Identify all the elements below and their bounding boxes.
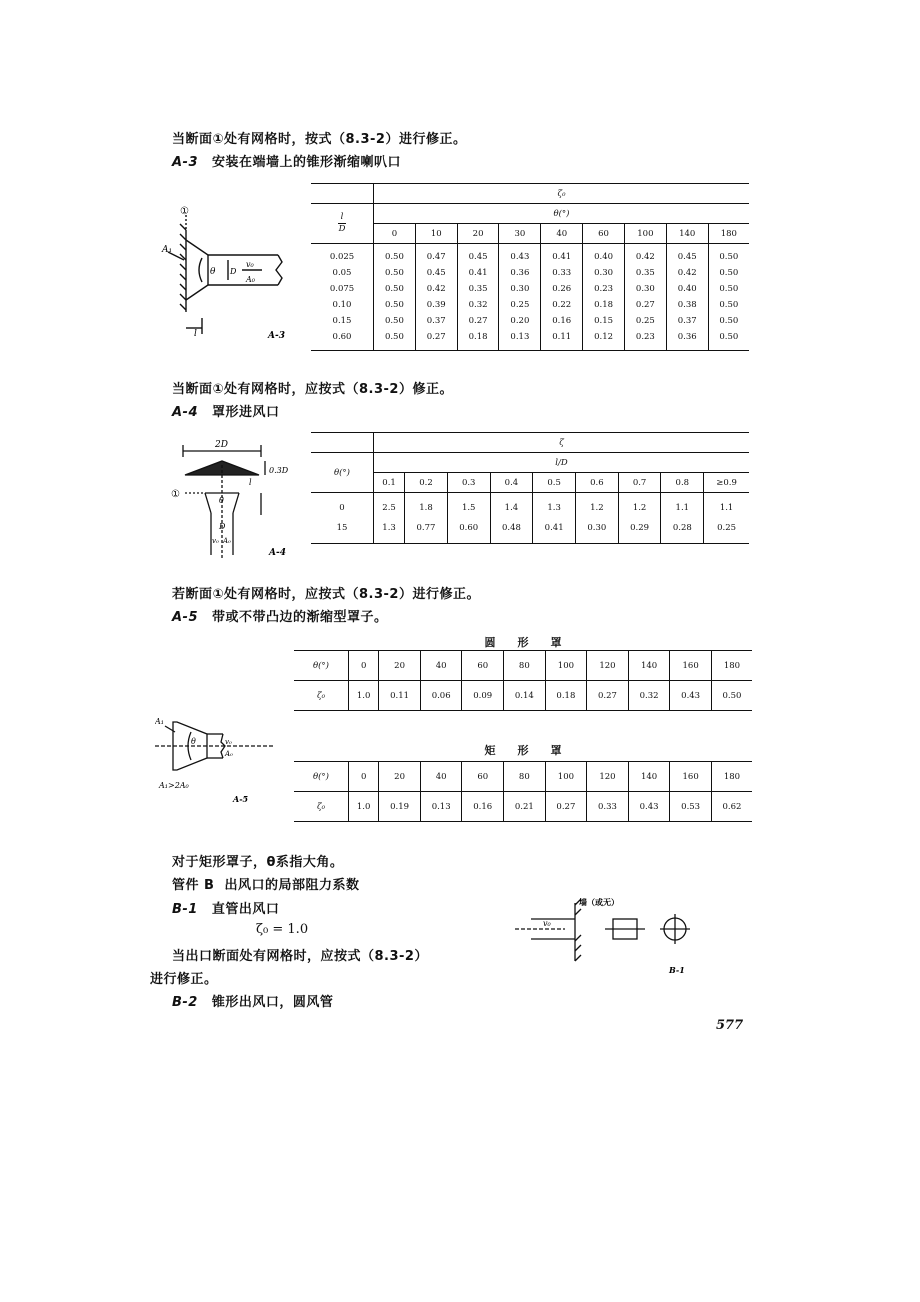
a4-value: 0.29 xyxy=(630,523,650,533)
a5-rect-theta-cell: 20 xyxy=(379,762,421,792)
a3-value-column xyxy=(457,244,499,351)
a5-rect-zeta-label: ζ₀ xyxy=(294,792,349,822)
a3-value: 0.18 xyxy=(594,300,614,310)
a5-rect-zeta-cell: 0.16 xyxy=(462,792,504,822)
a3-value: 0.43 xyxy=(510,252,530,262)
a4-value-column xyxy=(618,493,661,544)
a4-value: 1.3 xyxy=(382,523,396,533)
page-number: 577 xyxy=(716,1018,744,1033)
a4-theta-label: θ xyxy=(219,496,224,505)
a3-value: 0.40 xyxy=(594,252,614,262)
a3-value: 0.25 xyxy=(510,300,530,310)
a3-value: 0.50 xyxy=(384,332,404,342)
a4-figure-label: A-4 xyxy=(269,548,286,558)
a3-value: 0.37 xyxy=(426,316,446,326)
a5-rect-theta-cell: 100 xyxy=(545,762,587,792)
a3-value: 0.27 xyxy=(635,300,655,310)
title-a3: 安装在端墙上的锥形渐缩喇叭口 xyxy=(212,155,402,170)
a3-value: 0.50 xyxy=(719,252,739,262)
a5-round-theta-cell: 120 xyxy=(587,651,629,681)
a3-value-column xyxy=(415,244,457,351)
a3-theta-header: θ(°) xyxy=(374,204,750,224)
a5-round-theta-cell: 0 xyxy=(349,651,379,681)
a4-ratio-cell: 0.8 xyxy=(661,473,704,493)
a5-a1-label: A₁ xyxy=(155,717,164,726)
a5-round-zeta-cell: 0.32 xyxy=(628,681,670,711)
a3-value: 0.37 xyxy=(677,316,697,326)
a3-value-column xyxy=(499,244,541,351)
a3-theta-cell: 10 xyxy=(415,224,457,244)
item-code-a4: A-4 xyxy=(172,405,199,420)
a4-ratio-cell: 0.3 xyxy=(447,473,490,493)
b1-note-line2: 进行修正。 xyxy=(150,972,218,987)
a3-value: 0.50 xyxy=(384,300,404,310)
figure-b1 xyxy=(505,893,705,983)
a5-round-theta-cell: 20 xyxy=(379,651,421,681)
a4-theta-value: 15 xyxy=(336,523,348,533)
a4-ratio-cell: 0.1 xyxy=(374,473,405,493)
a4-value-column xyxy=(374,493,405,544)
a4-value: 1.1 xyxy=(675,503,690,513)
a4-value: 1.5 xyxy=(461,503,476,513)
b1-v0-label: v₀ xyxy=(543,919,551,928)
a3-a0-label: A₀ xyxy=(246,275,255,284)
a3-ratio-value: 0.10 xyxy=(332,300,352,310)
a5-round-theta-label: θ(°) xyxy=(294,651,349,681)
a3-theta-cell: 100 xyxy=(624,224,666,244)
a5-round-title: 圆 形 罩 xyxy=(484,636,562,649)
a4-ratio-header: l/D xyxy=(374,453,750,473)
a4-value: 1.2 xyxy=(632,503,647,513)
a3-value: 0.50 xyxy=(719,316,739,326)
a5-round-theta-cell: 180 xyxy=(711,651,752,681)
a3-value: 0.23 xyxy=(635,332,655,342)
a4-value-column xyxy=(576,493,619,544)
a3-l-label: l xyxy=(194,329,197,339)
a3-value-column xyxy=(374,244,416,351)
a3-value: 0.45 xyxy=(426,268,446,278)
a3-value: 0.42 xyxy=(635,252,655,262)
a5-rect-zeta-cell: 1.0 xyxy=(349,792,379,822)
title-a5: 带或不带凸边的渐缩型罩子。 xyxy=(212,610,388,625)
a3-value: 0.27 xyxy=(468,316,488,326)
a3-value: 0.50 xyxy=(719,268,739,278)
a4-value: 1.1 xyxy=(719,503,734,513)
a3-a1-label: A₁ xyxy=(162,245,173,255)
b1-figure-label: B-1 xyxy=(669,965,685,975)
a5-round-zeta-cell: 0.06 xyxy=(420,681,462,711)
a4-ratio-cell: 0.4 xyxy=(490,473,533,493)
note-rect: 对于矩形罩子，θ系指大角。 xyxy=(172,855,344,870)
a5-condition: A₁>2A₀ xyxy=(159,781,189,790)
a3-ratio-value: 0.60 xyxy=(332,332,352,342)
a3-value: 0.35 xyxy=(635,268,655,278)
a5-round-zeta-cell: 0.11 xyxy=(379,681,421,711)
a5-rect-theta-cell: 160 xyxy=(670,762,712,792)
a4-value: 2.5 xyxy=(382,503,396,513)
table-a5-round xyxy=(294,650,752,711)
a3-theta-cell: 140 xyxy=(666,224,708,244)
a4-value: 1.4 xyxy=(504,503,519,513)
a5-rect-theta-cell: 120 xyxy=(587,762,629,792)
a3-value: 0.47 xyxy=(426,252,446,262)
a3-value: 0.23 xyxy=(594,284,614,294)
a5-rect-theta-cell: 0 xyxy=(349,762,379,792)
a5-round-zeta-cell: 0.09 xyxy=(462,681,504,711)
a3-value: 0.27 xyxy=(426,332,446,342)
a5-rect-theta-cell: 40 xyxy=(420,762,462,792)
a5-rect-theta-label: θ(°) xyxy=(294,762,349,792)
a3-value: 0.16 xyxy=(552,316,572,326)
a3-section-mark: ① xyxy=(180,206,189,217)
a5-round-theta-cell: 80 xyxy=(504,651,546,681)
heading-b2 xyxy=(172,991,333,1010)
a3-figure-label: A-3 xyxy=(268,331,285,341)
a3-value: 0.22 xyxy=(552,300,572,310)
a4-value: 1.3 xyxy=(547,503,561,513)
a5-a0-label: A₀ xyxy=(225,750,233,758)
a3-value: 0.50 xyxy=(384,284,404,294)
a3-value: 0.33 xyxy=(552,268,572,278)
note-a4: 若断面①处有网格时，应按式（8.3-2）进行修正。 xyxy=(172,587,480,602)
a5-rect-theta-cell: 60 xyxy=(462,762,504,792)
a3-value: 0.30 xyxy=(510,284,530,294)
section-b-title: 出风口的局部阻力系数 xyxy=(224,878,360,893)
figure-a5 xyxy=(155,712,285,812)
heading-a5 xyxy=(172,606,388,625)
a5-theta-label: θ xyxy=(191,737,196,746)
a4-value: 0.30 xyxy=(587,523,607,533)
note-a2: 当断面①处有网格时，按式（8.3-2）进行修正。 xyxy=(172,132,467,147)
a5-round-zeta-cell: 1.0 xyxy=(349,681,379,711)
a5-round-theta-cell: 60 xyxy=(462,651,504,681)
a3-ratio-column xyxy=(311,244,374,351)
a5-round-theta-cell: 140 xyxy=(628,651,670,681)
a3-value: 0.18 xyxy=(468,332,488,342)
a5-rect-zeta-cell: 0.43 xyxy=(628,792,670,822)
a3-value: 0.26 xyxy=(552,284,572,294)
a3-value: 0.50 xyxy=(384,268,404,278)
a5-rect-zeta-cell: 0.27 xyxy=(545,792,587,822)
a5-rect-zeta-cell: 0.62 xyxy=(711,792,752,822)
heading-section-b xyxy=(172,874,359,893)
a4-value-column xyxy=(704,493,749,544)
a3-theta-cell: 30 xyxy=(499,224,541,244)
a3-value: 0.35 xyxy=(468,284,488,294)
a3-value: 0.36 xyxy=(677,332,697,342)
a4-theta-value: 0 xyxy=(339,503,345,513)
table-a5-rect xyxy=(294,761,752,822)
a3-value-column xyxy=(624,244,666,351)
a4-value-column xyxy=(533,493,576,544)
a3-value: 0.50 xyxy=(719,284,739,294)
a3-value: 0.39 xyxy=(426,300,446,310)
a3-d-label: D xyxy=(230,267,237,276)
a3-value: 0.32 xyxy=(468,300,488,310)
heading-b1 xyxy=(172,898,279,917)
a5-round-zeta-cell: 0.50 xyxy=(711,681,752,711)
a4-a0-label: A₀ xyxy=(223,537,231,545)
a5-rect-zeta-cell: 0.53 xyxy=(670,792,712,822)
title-b1: 直管出风口 xyxy=(211,902,280,917)
a4-value: 0.28 xyxy=(672,523,692,533)
a3-ratio-value: 0.05 xyxy=(332,268,352,278)
a3-theta-cell: 20 xyxy=(457,224,499,244)
a3-ratio-value: 0.15 xyxy=(332,316,352,326)
a5-rect-zeta-cell: 0.33 xyxy=(587,792,629,822)
a4-value: 0.48 xyxy=(501,523,521,533)
table-a3 xyxy=(311,183,749,351)
heading-a3 xyxy=(172,151,401,170)
a3-value: 0.41 xyxy=(468,268,488,278)
item-code-b2: B-2 xyxy=(172,995,198,1010)
a5-round-zeta-cell: 0.43 xyxy=(670,681,712,711)
a4-value-column xyxy=(490,493,533,544)
a5-round-zeta-cell: 0.18 xyxy=(545,681,587,711)
a3-ratio-value: 0.025 xyxy=(329,252,355,262)
a4-value: 1.2 xyxy=(590,503,604,513)
a3-value-column xyxy=(666,244,708,351)
a3-value: 0.11 xyxy=(552,332,572,342)
note-a3: 当断面①处有网格时，应按式（8.3-2）修正。 xyxy=(172,382,453,397)
a3-theta-cell: 180 xyxy=(708,224,749,244)
figure-a4 xyxy=(165,435,305,565)
a5-round-zeta-cell: 0.27 xyxy=(587,681,629,711)
a4-zeta-header: ζ xyxy=(374,433,750,453)
title-b2: 锥形出风口，圆风管 xyxy=(211,995,334,1010)
a3-value-column xyxy=(583,244,625,351)
a3-value: 0.15 xyxy=(594,316,614,326)
a4-value: 0.60 xyxy=(459,523,479,533)
a3-zeta-header: ζ₀ xyxy=(374,184,750,204)
a5-rect-theta-cell: 140 xyxy=(628,762,670,792)
a3-value: 0.42 xyxy=(677,268,697,278)
a4-l-label: l xyxy=(249,478,252,487)
a4-ratio-cell: ≥0.9 xyxy=(704,473,749,493)
a5-round-theta-cell: 40 xyxy=(420,651,462,681)
a4-value-column xyxy=(405,493,448,544)
heading-a4 xyxy=(172,401,280,420)
a5-v0-label: v₀ xyxy=(225,738,232,746)
a5-rect-theta-cell: 80 xyxy=(504,762,546,792)
a3-ratio-header: l D xyxy=(311,204,374,244)
a3-v0-label: v₀ xyxy=(246,260,254,269)
a4-value: 0.77 xyxy=(416,523,436,533)
a3-value-column xyxy=(541,244,583,351)
a5-rect-theta-cell: 180 xyxy=(711,762,752,792)
figure-a3 xyxy=(158,200,308,350)
a3-value: 0.40 xyxy=(677,284,697,294)
a4-d-label: D xyxy=(219,522,226,531)
a3-value: 0.25 xyxy=(635,316,655,326)
a3-value: 0.30 xyxy=(594,268,614,278)
a4-ratio-cell: 0.7 xyxy=(618,473,661,493)
a3-value: 0.50 xyxy=(719,300,739,310)
a3-value: 0.45 xyxy=(468,252,488,262)
a4-section-mark: ① xyxy=(171,489,180,500)
item-code-a3: A-3 xyxy=(172,155,199,170)
a3-value: 0.38 xyxy=(677,300,697,310)
a4-value: 0.25 xyxy=(717,523,737,533)
a3-ratio-value: 0.075 xyxy=(329,284,355,294)
a4-ratio-cell: 0.6 xyxy=(576,473,619,493)
a3-value: 0.36 xyxy=(510,268,530,278)
a4-ratio-cell: 0.5 xyxy=(533,473,576,493)
a5-rect-zeta-cell: 0.19 xyxy=(379,792,421,822)
a4-theta-header: θ(°) xyxy=(311,453,374,493)
item-code-a5: A-5 xyxy=(172,610,199,625)
a3-value: 0.20 xyxy=(510,316,530,326)
a4-03d-label: 0.3D xyxy=(269,466,289,475)
a4-value: 0.41 xyxy=(544,523,564,533)
a3-theta-cell: 40 xyxy=(541,224,583,244)
b1-wall-label: 墙（或无） xyxy=(579,897,619,907)
a5-round-theta-cell: 160 xyxy=(670,651,712,681)
a4-theta-column xyxy=(311,493,374,544)
a3-value: 0.50 xyxy=(719,332,739,342)
item-code-b1: B-1 xyxy=(172,902,198,917)
a5-rect-title: 矩 形 罩 xyxy=(484,744,562,757)
section-b-code: 管件 B xyxy=(172,878,215,893)
a5-round-zeta-cell: 0.14 xyxy=(504,681,546,711)
a4-value: 1.8 xyxy=(419,503,433,513)
a3-value: 0.42 xyxy=(426,284,446,294)
a3-value: 0.45 xyxy=(677,252,697,262)
table-a4 xyxy=(311,432,749,544)
a3-theta-label: θ xyxy=(210,267,216,277)
a3-value: 0.30 xyxy=(635,284,655,294)
b1-formula: ζ₀ = 1.0 xyxy=(256,922,309,937)
a5-rect-zeta-cell: 0.21 xyxy=(504,792,546,822)
a4-value-column xyxy=(661,493,704,544)
a5-round-theta-cell: 100 xyxy=(545,651,587,681)
a4-ratio-cell: 0.2 xyxy=(405,473,448,493)
a3-value: 0.50 xyxy=(384,316,404,326)
a3-value-column xyxy=(708,244,749,351)
a5-figure-label: A-5 xyxy=(233,794,249,804)
a4-v0-label: v₀ xyxy=(212,537,219,545)
a3-theta-cell: 60 xyxy=(583,224,625,244)
a5-rect-zeta-cell: 0.13 xyxy=(420,792,462,822)
a3-value: 0.41 xyxy=(552,252,572,262)
a4-2d-label: 2D xyxy=(215,440,228,450)
b1-note-line1: 当出口断面处有网格时，应按式（8.3-2） xyxy=(172,949,428,964)
a3-theta-cell: 0 xyxy=(374,224,416,244)
a3-value: 0.50 xyxy=(384,252,404,262)
a5-round-zeta-label: ζ₀ xyxy=(294,681,349,711)
a3-value: 0.13 xyxy=(510,332,530,342)
title-a4: 罩形进风口 xyxy=(212,405,280,420)
a3-value: 0.12 xyxy=(594,332,614,342)
a4-value-column xyxy=(447,493,490,544)
